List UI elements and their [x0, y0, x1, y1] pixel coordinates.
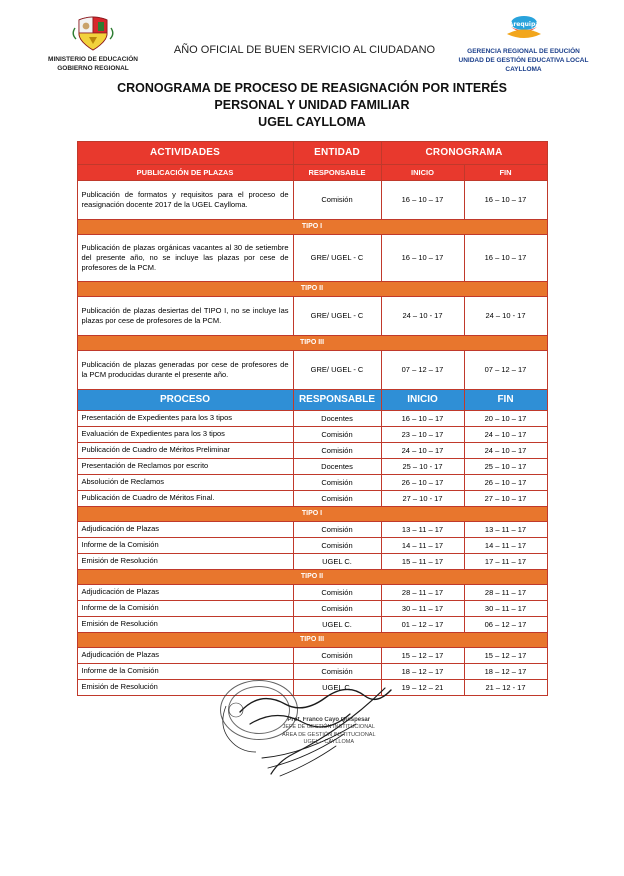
row-activity: Absolución de Reclamos	[77, 474, 293, 490]
row-activity: Publicación de Cuadro de Méritos Final.	[77, 490, 293, 506]
row-start: 07 – 12 – 17	[381, 350, 464, 389]
row-activity: Emisión de Resolución	[77, 616, 293, 632]
row-activity: Adjudicación de Plazas	[77, 584, 293, 600]
tipo-divider-row	[77, 632, 547, 647]
row-end: 28 – 11 – 17	[464, 584, 547, 600]
section-col-inicio: INICIO	[381, 164, 464, 180]
row-entity: Comisión	[293, 600, 381, 616]
row-end: 21 – 12 - 17	[464, 679, 547, 695]
proceso-col-responsable: RESPONSABLE	[293, 389, 381, 410]
row-entity: Comisión	[293, 521, 381, 537]
row-start: 19 – 12 – 21	[381, 679, 464, 695]
table-row	[77, 616, 547, 632]
caylloma-label: CAYLLOMA	[505, 65, 542, 73]
row-end: 17 – 11 – 17	[464, 553, 547, 569]
section-title-publicacion: PUBLICACIÓN DE PLAZAS	[77, 164, 293, 180]
row-activity: Publicación de Cuadro de Méritos Preliminar	[77, 442, 293, 458]
section-col-responsable: RESPONSABLE	[293, 164, 381, 180]
table-row	[77, 600, 547, 616]
row-entity: Comisión	[293, 647, 381, 663]
row-activity: Presentación de Expedientes para los 3 tipos	[77, 410, 293, 426]
row-activity: Informe de la Comisión	[77, 537, 293, 553]
row-activity: Informe de la Comisión	[77, 663, 293, 679]
signature-name: Prof. Franco Cayo Quispesar	[287, 717, 371, 723]
page-title-line3: UGEL CAYLLOMA	[258, 114, 366, 129]
row-start: 15 – 11 – 17	[381, 553, 464, 569]
row-end: 25 – 10 – 17	[464, 458, 547, 474]
signature-caption	[282, 716, 376, 747]
government-label: GOBIERNO REGIONAL	[57, 64, 129, 72]
arequipa-regional-logo-icon	[493, 14, 555, 46]
tipo-label: TIPO II	[77, 281, 547, 296]
table-row	[77, 474, 547, 490]
row-start: 15 – 12 – 17	[381, 647, 464, 663]
row-end: 20 – 10 – 17	[464, 410, 547, 426]
row-start: 27 – 10 - 17	[381, 490, 464, 506]
row-start: 30 – 11 – 17	[381, 600, 464, 616]
row-end: 24 – 10 – 17	[464, 442, 547, 458]
tipo-divider-row	[77, 569, 547, 584]
row-entity: Docentes	[293, 410, 381, 426]
row-end: 26 – 10 – 17	[464, 474, 547, 490]
row-entity: Docentes	[293, 458, 381, 474]
row-start: 16 – 10 – 17	[381, 234, 464, 281]
row-end: 24 – 10 - 17	[464, 296, 547, 335]
row-start: 26 – 10 – 17	[381, 474, 464, 490]
signature-block	[210, 672, 460, 792]
table-row	[77, 553, 547, 569]
table-header-row	[77, 141, 547, 164]
row-activity: Publicación de plazas generadas por cese de profesores de la PCM producidas durante el presente año.	[77, 350, 293, 389]
gerencia-label: GERENCIA REGIONAL DE EDUCIÓN	[467, 48, 580, 55]
row-entity: Comisión	[293, 584, 381, 600]
proceso-col-fin: FIN	[464, 389, 547, 410]
row-end: 18 – 12 – 17	[464, 663, 547, 679]
official-year-slogan: AÑO OFICIAL DE BUEN SERVICIO AL CIUDADANO	[173, 44, 436, 56]
table-row	[77, 490, 547, 506]
tipo-label: TIPO III	[77, 335, 547, 350]
tipo-label: TIPO II	[77, 569, 547, 584]
row-end: 13 – 11 – 17	[464, 521, 547, 537]
row-activity: Adjudicación de Plazas	[77, 647, 293, 663]
tipo-label: TIPO III	[77, 632, 547, 647]
row-start: 18 – 12 – 17	[381, 663, 464, 679]
row-start: 13 – 11 – 17	[381, 521, 464, 537]
table-row	[77, 647, 547, 663]
row-activity: Evaluación de Expedientes para los 3 tipos	[77, 426, 293, 442]
row-entity: UGEL C.	[293, 616, 381, 632]
row-entity: GRE/ UGEL - C	[293, 350, 381, 389]
table-row	[77, 426, 547, 442]
schedule-table	[77, 141, 548, 696]
row-start: 25 – 10 - 17	[381, 458, 464, 474]
tipo-label: TIPO I	[77, 506, 547, 521]
table-row	[77, 350, 547, 389]
header-right-block	[441, 12, 606, 74]
row-entity: Comisión	[293, 537, 381, 553]
row-activity: Informe de la Comisión	[77, 600, 293, 616]
row-end: 15 – 12 – 17	[464, 647, 547, 663]
row-end: 16 – 10 – 17	[464, 234, 547, 281]
row-start: 16 – 10 – 17	[381, 180, 464, 219]
signature-role: JEFE DE GESTIÓN INSTITUCIONAL	[282, 724, 375, 731]
row-entity: Comisión	[293, 474, 381, 490]
peru-coat-of-arms-icon	[67, 14, 119, 54]
signature-office: UGEL – CAYLLOMA	[303, 739, 354, 746]
tipo-label: TIPO I	[77, 219, 547, 234]
row-activity: Presentación de Reclamos por escrito	[77, 458, 293, 474]
table-row	[77, 458, 547, 474]
svg-text:Arequipa: Arequipa	[508, 21, 539, 28]
row-entity: UGEL C.	[293, 553, 381, 569]
row-start: 14 – 11 – 17	[381, 537, 464, 553]
page-title-line2: PERSONAL Y UNIDAD FAMILIAR	[214, 97, 410, 112]
table-row	[77, 521, 547, 537]
table-row	[77, 584, 547, 600]
row-end: 06 – 12 – 17	[464, 616, 547, 632]
tipo-divider-row	[77, 335, 547, 350]
row-entity: GRE/ UGEL - C	[293, 234, 381, 281]
document-header	[18, 12, 606, 74]
table-row	[77, 296, 547, 335]
ugel-label: UNIDAD DE GESTIÓN EDUCATIVA LOCAL	[458, 56, 589, 64]
row-start: 24 – 10 - 17	[381, 296, 464, 335]
row-entity: Comisión	[293, 426, 381, 442]
row-start: 24 – 10 – 17	[381, 442, 464, 458]
col-header-actividades: ACTIVIDADES	[77, 141, 293, 164]
row-end: 27 – 10 – 17	[464, 490, 547, 506]
section-header-publicacion	[77, 164, 547, 180]
header-left-block	[18, 12, 168, 74]
row-activity: Emisión de Resolución	[77, 553, 293, 569]
table-row	[77, 410, 547, 426]
page-title-line1: CRONOGRAMA DE PROCESO DE REASIGNACIÓN POR INTERÉS	[117, 81, 507, 95]
section-col-fin: FIN	[464, 164, 547, 180]
tipo-divider-row	[77, 506, 547, 521]
proceso-col-inicio: INICIO	[381, 389, 464, 410]
signature-area: ÁREA DE GESTIÓN INSTITUCIONAL	[282, 731, 376, 738]
tipo-divider-row	[77, 281, 547, 296]
row-activity: Adjudicación de Plazas	[77, 521, 293, 537]
col-header-cronograma: CRONOGRAMA	[381, 141, 547, 164]
row-activity: Publicación de plazas orgánicas vacantes al 30 de setiembre del presente año, no se incluye las plazas por cese de profesores de la PCM.	[77, 234, 293, 281]
tipo-divider-row	[77, 219, 547, 234]
row-entity: Comisión	[293, 490, 381, 506]
row-end: 24 – 10 – 17	[464, 426, 547, 442]
row-start: 28 – 11 – 17	[381, 584, 464, 600]
table-row	[77, 537, 547, 553]
row-activity: Publicación de plazas desiertas del TIPO I, no se incluye las plazas por cese de profesores de la PCM.	[77, 296, 293, 335]
row-entity: Comisión	[293, 442, 381, 458]
row-start: 23 – 10 – 17	[381, 426, 464, 442]
proceso-col-title: PROCESO	[77, 389, 293, 410]
ministry-label: MINISTERIO DE EDUCACIÓN	[48, 56, 138, 63]
row-start: 01 – 12 – 17	[381, 616, 464, 632]
row-entity: GRE/ UGEL - C	[293, 296, 381, 335]
section-header-proceso	[77, 389, 547, 410]
table-row	[77, 442, 547, 458]
col-header-entidad: ENTIDAD	[293, 141, 381, 164]
table-row	[77, 234, 547, 281]
row-end: 14 – 11 – 17	[464, 537, 547, 553]
row-end: 30 – 11 – 17	[464, 600, 547, 616]
table-row	[77, 180, 547, 219]
row-end: 16 – 10 – 17	[464, 180, 547, 219]
row-activity: Emisión de Resolución	[77, 679, 293, 695]
row-entity: Comisión	[293, 663, 381, 679]
row-end: 07 – 12 – 17	[464, 350, 547, 389]
row-activity: Publicación de formatos y requisitos para el proceso de reasignación docente 2017 de la UGEL Caylloma.	[77, 180, 293, 219]
row-entity: UGEL C.	[293, 679, 381, 695]
document-title-block	[18, 80, 606, 131]
row-entity: Comisión	[293, 180, 381, 219]
row-start: 16 – 10 – 17	[381, 410, 464, 426]
